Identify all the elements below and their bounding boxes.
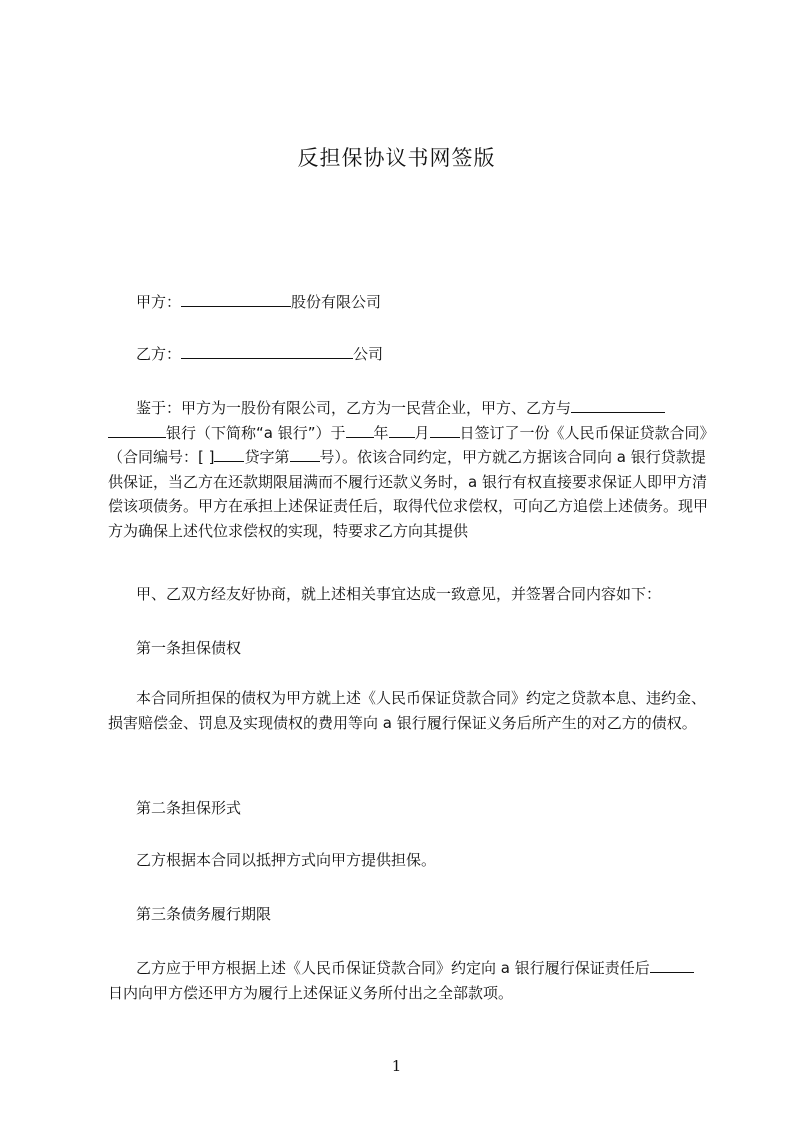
party-a-line bbox=[108, 290, 708, 314]
article-3-heading: 第三条债务履行期限 bbox=[136, 905, 272, 923]
party-b-blank bbox=[181, 343, 353, 359]
agreement-intro: 甲、乙双方经友好协商，就上述相关事宜达成一致意见，并签署合同内容如下： bbox=[136, 585, 662, 603]
recital-blank-prefix bbox=[214, 446, 244, 462]
recital-blank-month bbox=[389, 422, 415, 438]
article-2-heading: 第二条担保形式 bbox=[136, 799, 242, 817]
article-1-heading: 第一条担保债权 bbox=[136, 639, 242, 657]
article-3-text-1: 乙方应于甲方根据上述《人民币保证贷款合同》约定向 a 银行履行保证责任后 bbox=[136, 959, 650, 977]
party-b-suffix: 公司 bbox=[353, 345, 384, 363]
party-b-line bbox=[108, 342, 708, 366]
recital-text-5: 号）。依该合同约定，甲方就乙方据该合同向 a 银行贷款提供保证，当乙方在还款期限届满而不履行还款义务时，a 银行有权直接要求保证人即甲方清偿该项债务。甲方在承担上述保证责任后，取得代位求偿权，可向乙方追偿上述债务。现甲方为确保上述代位求偿权的实现，特要求乙方向其提供 bbox=[108, 448, 709, 540]
article-3-body bbox=[108, 956, 708, 1006]
article-3-text-2: 日内向甲方偿还甲方为履行上述保证义务所付出之全部款项。 bbox=[108, 984, 514, 1002]
article-2-body: 乙方根据本合同以抵押方式向甲方提供担保。 bbox=[136, 851, 437, 869]
recital-blank-year bbox=[346, 422, 374, 438]
recital-text-3: 日签订了一份《人民币保证贷款合同》（合同编号：[ ] bbox=[108, 423, 708, 466]
recital-text-2: 银行（下简称“a 银行”）于 bbox=[166, 423, 346, 442]
recital-text-4: 贷字第 bbox=[244, 448, 290, 466]
recital-paragraph bbox=[108, 396, 708, 543]
document-title: 反担保协议书网签版 bbox=[297, 146, 496, 170]
recital-blank-bank bbox=[108, 422, 166, 438]
recital-blank-number bbox=[290, 446, 320, 462]
recital-month: 月 bbox=[414, 423, 430, 442]
recital-blank-day bbox=[430, 422, 460, 438]
party-a-blank bbox=[181, 291, 291, 307]
article-1-body: 本合同所担保的债权为甲方就上述《人民币保证贷款合同》约定之贷款本息、违约金、损害赔偿金、罚息及实现债权的费用等向 a 银行履行保证义务后所产生的对乙方的债权。 bbox=[108, 689, 707, 732]
page-number: 1 bbox=[391, 1057, 402, 1075]
party-a-label: 甲方： bbox=[136, 293, 182, 311]
party-b-label: 乙方： bbox=[136, 345, 182, 363]
recital-blank-party bbox=[571, 397, 665, 413]
article-3-blank-days bbox=[650, 957, 694, 973]
recital-year: 年 bbox=[373, 423, 389, 442]
party-a-suffix: 股份有限公司 bbox=[291, 293, 382, 311]
recital-text-1: 鉴于：甲方为一股份有限公司，乙方为一民营企业，甲方、乙方与 bbox=[136, 399, 572, 417]
